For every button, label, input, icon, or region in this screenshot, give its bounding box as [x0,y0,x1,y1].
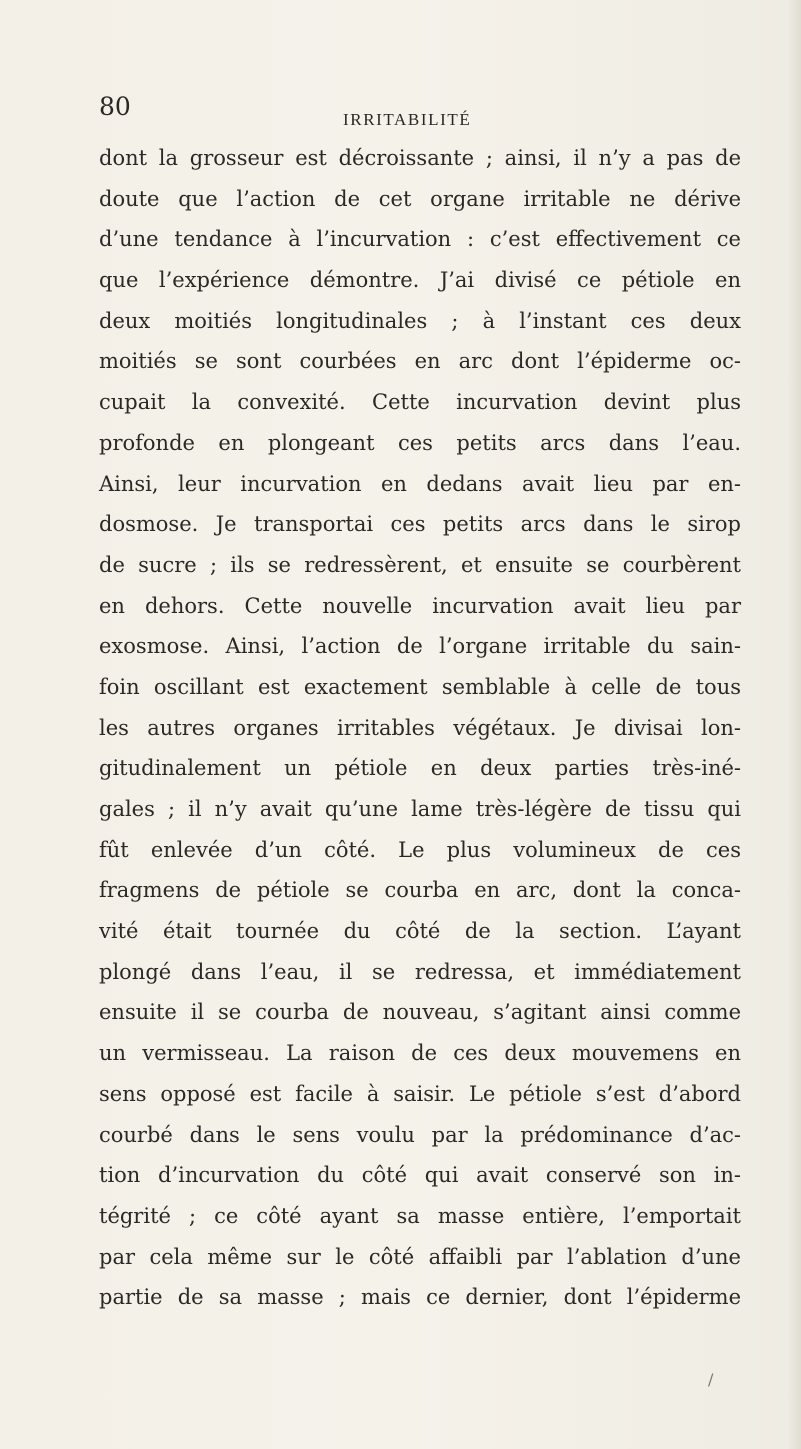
running-title: IRRITABILITÉ [343,110,472,129]
text-line: partie de sa masse ; mais ce dernier, dont l’épiderme [99,1285,741,1310]
text-line: tégrité ; ce côté ayant sa masse entière, l’emportait [99,1203,741,1228]
text-line: moitiés se sont courbées en arc dont l’épiderme oc- [99,349,741,374]
text-line: gales ; il n’y avait qu’une lame très-légère de tissu qui [99,797,741,821]
text-line: de sucre ; ils se redressèrent, et ensuite se courbèrent [99,552,741,577]
text-line: plongé dans l’eau, il se redressa, et immédiatement [99,959,741,984]
text-line: gitudinalement un pétiole en deux parties très-iné- [99,756,741,781]
text-line: Ainsi, leur incurvation en dedans avait lieu par en- [99,471,741,496]
text-line: d’une tendance à l’incurvation : c’est effectivement ce [99,227,741,252]
text-line: vité était tournée du côté de la section. L’ayant [99,919,741,944]
text-line: en dehors. Cette nouvelle incurvation avait lieu par [99,593,741,618]
text-line: ensuite il se courba de nouveau, s’agitant ainsi comme [99,1000,741,1025]
text-line: exosmose. Ainsi, l’action de l’organe irritable du sain- [99,634,741,659]
text-line: un vermisseau. La raison de ces deux mouvemens en [99,1041,741,1066]
text-line: par cela même sur le côté affaibli par l’ablation d’une [99,1244,741,1269]
text-line: dosmose. Je transportai ces petits arcs dans le sirop [99,512,741,537]
body-text [99,138,741,1318]
text-line: fût enlevée d’un côté. Le plus volumineux de ces [99,837,741,862]
page-number: 80 [99,92,131,121]
text-line: courbé dans le sens voulu par la prédominance d’ac- [99,1122,741,1147]
text-line: doute que l’action de cet organe irritable ne dérive [99,186,741,211]
text-line: que l’expérience démontre. J’ai divisé ce pétiole en [99,268,741,293]
text-line: les autres organes irritables végétaux. Je divisai lon- [99,715,741,740]
text-line: foin oscillant est exactement semblable à celle de tous [99,674,741,699]
text-line: profonde en plongeant ces petits arcs dans l’eau. [99,430,741,455]
text-line: sens opposé est facile à saisir. Le pétiole s’est d’abord [99,1081,741,1106]
text-line: cupait la convexité. Cette incurvation devint plus [99,390,741,415]
stray-mark: / [708,1370,714,1389]
page-edge-shadow [787,0,801,1449]
text-line: deux moitiés longitudinales ; à l’instant ces deux [99,308,741,333]
text-line: dont la grosseur est décroissante ; ainsi, il n’y a pas de [99,146,741,170]
text-line: fragmens de pétiole se courba en arc, dont la conca- [99,878,741,903]
text-line: tion d’incurvation du côté qui avait conservé son in- [99,1163,741,1188]
